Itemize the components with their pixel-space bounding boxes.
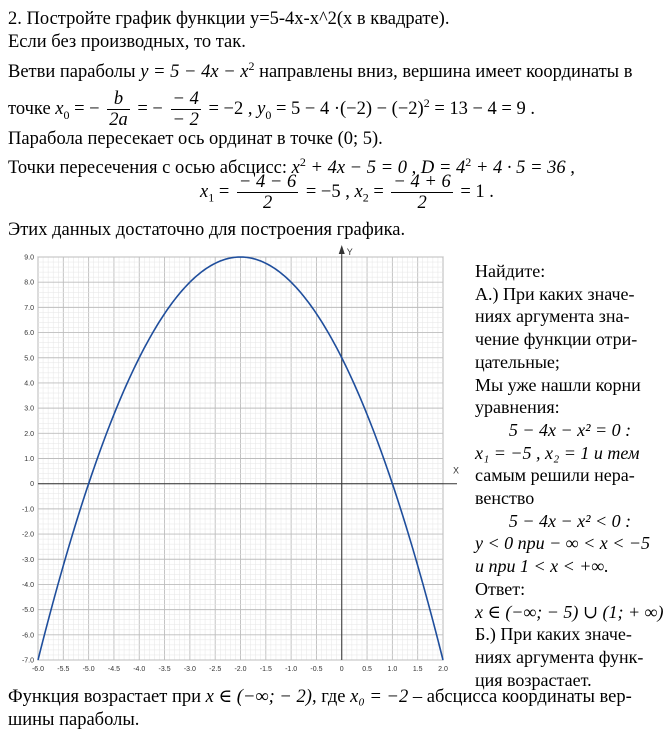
sidebar-equation: 5 − 4x − x² = 0 :: [508, 419, 632, 440]
y-tick-label: -6.0: [21, 632, 34, 640]
y-tick-label: 6.0: [24, 330, 34, 338]
parabola-chart: [5, 244, 470, 676]
y-tick-label: -5.0: [21, 607, 34, 615]
roots-line: Точки пересечения с осью абсцисс: $x^2 + 4x - 5 = 0$ , $D = 4^2 + 4 \cdot 5 = 36$ ,: [8, 155, 575, 179]
y-tick-label: 4.0: [24, 380, 34, 388]
discriminant: D = 4: [420, 158, 466, 179]
roots-prefix: Точки пересечения с осью абсцисс:: [8, 158, 288, 179]
x2-fraction: $\frac{- 4 + 6}{2}$: [393, 172, 451, 214]
sidebar-line: ниях аргумента функ-: [475, 646, 644, 667]
vertex-prefix: точке: [8, 99, 51, 120]
sidebar-line: самым решили нера-: [475, 465, 635, 486]
roots-values: $x_1$ = $\frac{- 4 - 6}{2}$ = −5 , $x_2$ = $\frac{- 4 + 6}{2}$ = 1 .: [200, 172, 494, 214]
x-tick-label: -1.0: [285, 666, 298, 673]
x-tick-label: 1.5: [412, 666, 423, 673]
sidebar-line: венство: [475, 488, 535, 509]
sidebar-line: цательные;: [475, 351, 560, 372]
y-tick-label: 2.0: [24, 430, 34, 438]
intro-text: Если без производных, то так.: [8, 32, 246, 52]
sidebar-answer: x ∈ (−∞; − 5) ∪ (1; + ∞): [475, 601, 664, 622]
x-tick-label: -0.5: [310, 666, 323, 673]
sidebar-line: ниях аргумента зна-: [475, 306, 630, 327]
branches-line: Ветви параболы $y = 5 - 4x - x^2$ направлены вниз, вершина имеет координаты в: [8, 59, 633, 83]
sidebar-line: Б.) При каких значе-: [475, 624, 632, 645]
task-title: 2. Постройте график функции y=5-4x-x^2(x в квадрате).: [8, 9, 450, 29]
x-tick-label: -2.0: [234, 666, 247, 673]
y-tick-label: -1.0: [21, 506, 34, 514]
sidebar-condition-2: и при 1 < x < +∞.: [475, 556, 609, 577]
y-intercept-text: Парабола пересекает ось ординат в точке (0; 5).: [8, 129, 383, 149]
x-tick-label: -4.5: [107, 666, 120, 673]
y-tick-label: 8.0: [24, 279, 34, 287]
y-tick-label: -4.0: [21, 581, 34, 589]
y-tick-label: -3.0: [21, 556, 34, 564]
y-axis-label: Y: [346, 247, 353, 257]
x1-fraction: $\frac{- 4 - 6}{2}$: [238, 172, 297, 214]
x0-result: = −2 ,: [208, 99, 253, 120]
vertex-line: точке $x_0$ = − $\frac{b}{2a}$ = − $\frac{- 4}{- 2}$ = −2 , $y_0 = 5 - 4 \cdot(-2) - (-2)^2 = 13 - 4 = 9$ .: [8, 89, 535, 131]
y-tick-label: 9.0: [24, 254, 34, 262]
sidebar-line: Найдите:: [475, 261, 546, 281]
y-tick-label: 1.0: [24, 456, 34, 463]
y-tick-label: -7.0: [21, 657, 34, 665]
x-tick-label: -4.0: [133, 666, 146, 673]
x-tick-label: -5.0: [82, 666, 95, 673]
x-tick-label: -2.5: [209, 666, 222, 673]
x-axis-label: X: [453, 465, 460, 476]
x-tick-label: -1.5: [259, 666, 272, 673]
sidebar-answer-label: Ответ:: [475, 578, 526, 599]
x-tick-label: 2.0: [438, 666, 448, 673]
roots-equation: + 4x − 5 = 0 ,: [310, 158, 417, 179]
enough-text: Этих данных достаточно для построения графика.: [8, 220, 406, 240]
x-tick-label: -6.0: [31, 666, 45, 673]
footer-line-2: шины параболы.: [8, 710, 140, 730]
x-tick-label: 0.5: [362, 666, 372, 673]
footer-interval: x ∈ (−∞; − 2): [205, 687, 312, 707]
y-tick-label: 5.0: [24, 355, 34, 363]
sidebar-condition: y < 0 при − ∞ < x < −5: [475, 533, 651, 554]
y-tick-label: 7.0: [24, 304, 34, 312]
y0-expr: = 5 − 4 ·(−2) − (−2): [275, 99, 424, 120]
sidebar-questions: [475, 260, 665, 691]
sidebar-roots: x₁ = −5 , x₂ = 1 и тем: [475, 442, 640, 463]
branches-prefix: Ветви параболы: [8, 62, 136, 83]
branches-formula: y = 5 − 4x − x: [140, 62, 249, 83]
x-tick-label: 1.0: [387, 666, 398, 673]
y-tick-label: 0: [30, 481, 34, 489]
y-tick-label: 3.0: [24, 405, 34, 413]
x0-fraction-2: $\frac{- 4}{- 2}$: [172, 89, 199, 131]
y-tick-label: -2.0: [21, 531, 34, 539]
x-tick-label: -3.0: [183, 666, 196, 673]
sidebar-line: чение функции отри-: [475, 329, 638, 350]
branches-suffix: направлены вниз, вершина имеет координаты в: [259, 62, 633, 83]
x2-result: = 1 .: [460, 182, 494, 202]
y0-result: = 13 − 4 = 9 .: [434, 99, 535, 120]
sidebar-line: ция возрастает.: [475, 669, 592, 690]
sidebar-inequality: 5 − 4x − x² < 0 :: [508, 510, 632, 531]
sidebar-line: А.) При каких значе-: [475, 283, 635, 304]
x0-fraction-1: $\frac{b}{2a}$: [109, 89, 128, 131]
sidebar-line: уравнения:: [475, 397, 560, 418]
x0-label: x: [55, 99, 64, 120]
x-tick-label: -5.5: [57, 666, 70, 673]
footer-line-1: Функция возрастает при x ∈ (−∞; − 2), где x₀ = −2 – абсцисса координаты вер-: [8, 687, 632, 707]
sidebar-line: Мы уже нашли корни: [475, 374, 641, 395]
x-tick-label: -3.5: [158, 666, 171, 673]
footer-x0: x₀ = −2: [350, 687, 409, 707]
x-tick-label: 0: [339, 666, 344, 673]
y-axis-arrow: [339, 245, 345, 254]
x1-result: = −5 ,: [305, 182, 350, 202]
